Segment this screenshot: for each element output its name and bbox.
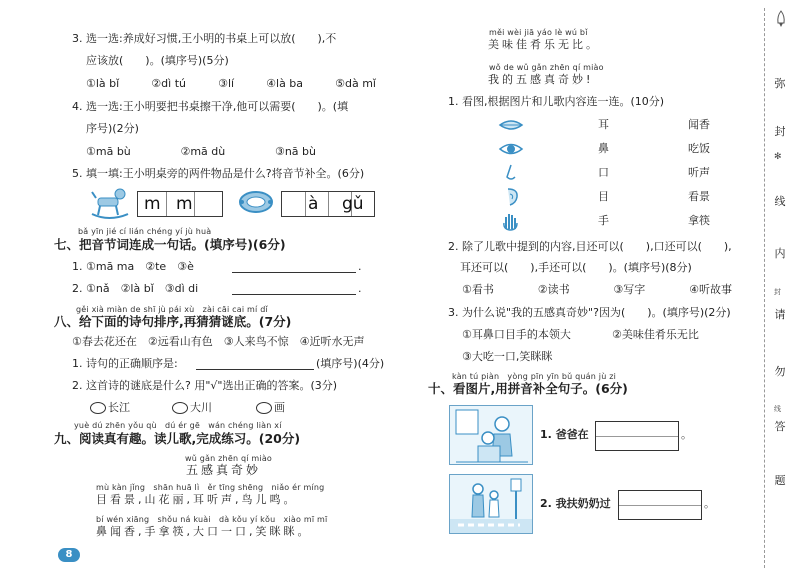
sidebar-char: 题 [774, 474, 786, 487]
q3-line1: 3. 选一选:养成好习惯,王小明的书桌上可以放( ),不 [72, 32, 337, 45]
r-q2-line1: 2. 除了儿歌中提到的内容,目还可以( ),口还可以( ), [448, 240, 732, 253]
sec7-answer-line-1[interactable] [232, 272, 356, 273]
nose-icon [498, 163, 524, 183]
r-q2-option: ②读书 [537, 283, 570, 296]
poem-line3-pinyin: měi wèi jiā yáo lè wú bǐ [489, 28, 588, 37]
match-middle-2[interactable]: 鼻 [598, 142, 609, 155]
sec7-pinyin: bǎ yīn jié cí lián chéng yí jù huà [78, 227, 212, 236]
r-q3-opt2: ②美味佳肴乐无比 [612, 328, 699, 341]
s2-end: 。 [704, 497, 715, 510]
r-q1-title: 1. 看图,根据图片和儿歌内容连一连。(10分) [448, 95, 665, 108]
eye-icon [498, 139, 524, 159]
match-middle-3[interactable]: 口 [598, 166, 609, 179]
q3-option: ②dì tú [151, 77, 186, 90]
choice-hua[interactable]: 画 [256, 401, 285, 415]
rocking-horse-icon [86, 184, 132, 220]
sec8-answer-line[interactable] [196, 369, 314, 370]
match-middle-1[interactable]: 耳 [598, 118, 609, 131]
r-q3-opt1: ①耳鼻口目手的本领大 [462, 328, 571, 341]
sec8-q1: 1. 诗句的正确顺序是: [72, 357, 178, 370]
r-q2-options [462, 283, 732, 297]
poem-line2-pinyin: bí wén xiāng shǒu ná kuài dà kǒu yí kǒu xiào mī mī [96, 515, 328, 524]
pinyin-letter: à [308, 194, 319, 214]
r-q2-option: ③写字 [613, 283, 646, 296]
sidebar-char: 请 [774, 308, 786, 321]
poem-line4: 我的五感真奇妙! [488, 73, 594, 86]
sec8-q2: 2. 这首诗的谜底是什么? 用"√"选出正确的答案。(3分) [72, 379, 338, 392]
poem-title: 五感真奇妙 [186, 463, 262, 477]
q4-option: ③nā bù [274, 145, 316, 158]
r-q3-opt3: ③大吃一口,笑眯眯 [462, 350, 553, 363]
q3-options [86, 77, 376, 91]
q4-option: ①mā bù [86, 145, 131, 158]
sec7-row2: 2. ①nǎ ②là bǐ ③dì di [72, 282, 199, 295]
ear-icon [498, 187, 524, 207]
match-right-4[interactable]: 看景 [688, 190, 710, 203]
sidebar-char: 答 [774, 420, 786, 433]
drum-icon [236, 186, 276, 218]
match-right-5[interactable]: 拿筷 [688, 214, 710, 227]
match-right-1[interactable]: 闻香 [688, 118, 710, 131]
q3-option: ③lí [218, 77, 235, 90]
sec9-pinyin: yuè dú zhēn yǒu qù dú ér gē wán chéng liàn xí [74, 421, 282, 430]
choice-oval[interactable] [256, 402, 272, 414]
sidebar-char: 内 [774, 247, 786, 260]
choice-oval[interactable] [90, 402, 106, 414]
sec7-period-1: . [358, 260, 362, 273]
s2-label: 2. 我扶奶奶过 [540, 497, 611, 510]
sec9-title: 九、阅读真有趣。读儿歌,完成练习。(20分) [54, 431, 301, 446]
barber-picture [449, 405, 533, 465]
sidebar-char: 勿 [774, 365, 786, 378]
sidebar-small-1: 封 [774, 288, 781, 296]
sec10-title: 十、看图片,用拼音补全句子。(6分) [428, 381, 628, 396]
poem-line4-pinyin: wǒ de wǔ gǎn zhēn qí miào [489, 63, 604, 72]
poem-title-pinyin: wǔ gǎn zhēn qí miào [185, 454, 273, 463]
sec7-period-2: . [358, 282, 362, 295]
s1-label: 1. 爸爸在 [540, 428, 589, 441]
q4-option: ②mā dù [180, 145, 226, 158]
seal-line [764, 8, 765, 568]
sec8-title: 八、给下面的诗句排序,再猜猜谜底。(7分) [54, 314, 292, 329]
sec7-answer-line-2[interactable] [232, 294, 356, 295]
page-number: 8 [58, 548, 80, 562]
s2-answer-box[interactable] [618, 490, 702, 520]
sec8-q1-tail: (填序号)(4分) [316, 357, 385, 370]
q4-line2: 序号)(2分) [86, 122, 139, 135]
choice-oval[interactable] [172, 402, 188, 414]
pinyin-letter: m [176, 194, 193, 214]
sec8-pinyin: gěi xià miàn de shī jù pái xù zài cāi cai mí dǐ [76, 305, 268, 314]
match-right-3[interactable]: 听声 [688, 166, 710, 179]
q4-options [86, 145, 316, 159]
poem-line1-pinyin: mù kàn jǐng shān huā lì ěr tīng shēng niǎo ér míng [96, 483, 325, 492]
pinyin-letter: m [144, 194, 161, 214]
q3-line2: 应该放( )。(填序号)(5分) [86, 54, 229, 67]
choice-changjiang[interactable]: 长江 [90, 401, 130, 415]
pinyin-box-2[interactable] [281, 191, 375, 217]
pinyin-letter: gǔ [342, 194, 364, 214]
q3-option: ⑤dà mǐ [335, 77, 376, 90]
poem-line2: 鼻闻香,手拿筷,大口一口,笑眯眯。 [96, 525, 312, 538]
q4-line1: 4. 选一选:王小明要把书桌擦干净,他可以需要( )。(填 [72, 100, 349, 113]
sidebar-char: 弥 [774, 77, 786, 90]
s1-end: 。 [681, 428, 692, 441]
match-middle-5[interactable]: 手 [598, 214, 609, 227]
s1-answer-box[interactable] [595, 421, 679, 451]
r-q2-option: ④听故事 [689, 283, 732, 296]
r-q2-line2: 耳还可以( ),手还可以( )。(填序号)(8分) [460, 261, 692, 274]
lips-icon [498, 115, 524, 135]
poem-line1: 目看景,山花丽,耳听声,鸟儿鸣。 [96, 493, 298, 506]
hand-icon [498, 211, 524, 231]
crosswalk-picture [449, 474, 533, 534]
pinyin-box-1[interactable] [137, 191, 223, 217]
sidebar-small-2: 线 [774, 405, 781, 413]
sec10-pinyin: kàn tú piàn yòng pīn yīn bǔ quán jù zi [452, 372, 617, 381]
poem-line3: 美味佳肴乐无比。 [488, 38, 600, 51]
sidebar-char: 封 [774, 125, 786, 138]
sec7-title: 七、把音节词连成一句话。(填序号)(6分) [54, 237, 286, 252]
q3-option: ④là ba [266, 77, 304, 90]
choice-dachuan[interactable]: 大川 [172, 401, 212, 415]
sec8-verses: ①春去花还在 ②远看山有色 ③人来鸟不惊 ④近听水无声 [72, 335, 365, 348]
sec7-row1: 1. ①mā ma ②te ③è [72, 260, 194, 273]
q5-line1: 5. 填一填:王小明桌旁的两件物品是什么?将音节补全。(6分) [72, 167, 365, 180]
rocket-icon [776, 10, 786, 28]
star-icon: ✻ [774, 152, 782, 162]
r-q3-line1: 3. 为什么说"我的五感真奇妙"?因为( )。(填序号)(2分) [448, 306, 731, 319]
q3-option: ①là bǐ [86, 77, 120, 90]
r-q2-option: ①看书 [462, 283, 494, 296]
match-right-2[interactable]: 吃饭 [688, 142, 710, 155]
match-middle-4[interactable]: 目 [598, 190, 609, 203]
sidebar-char: 线 [774, 195, 786, 208]
